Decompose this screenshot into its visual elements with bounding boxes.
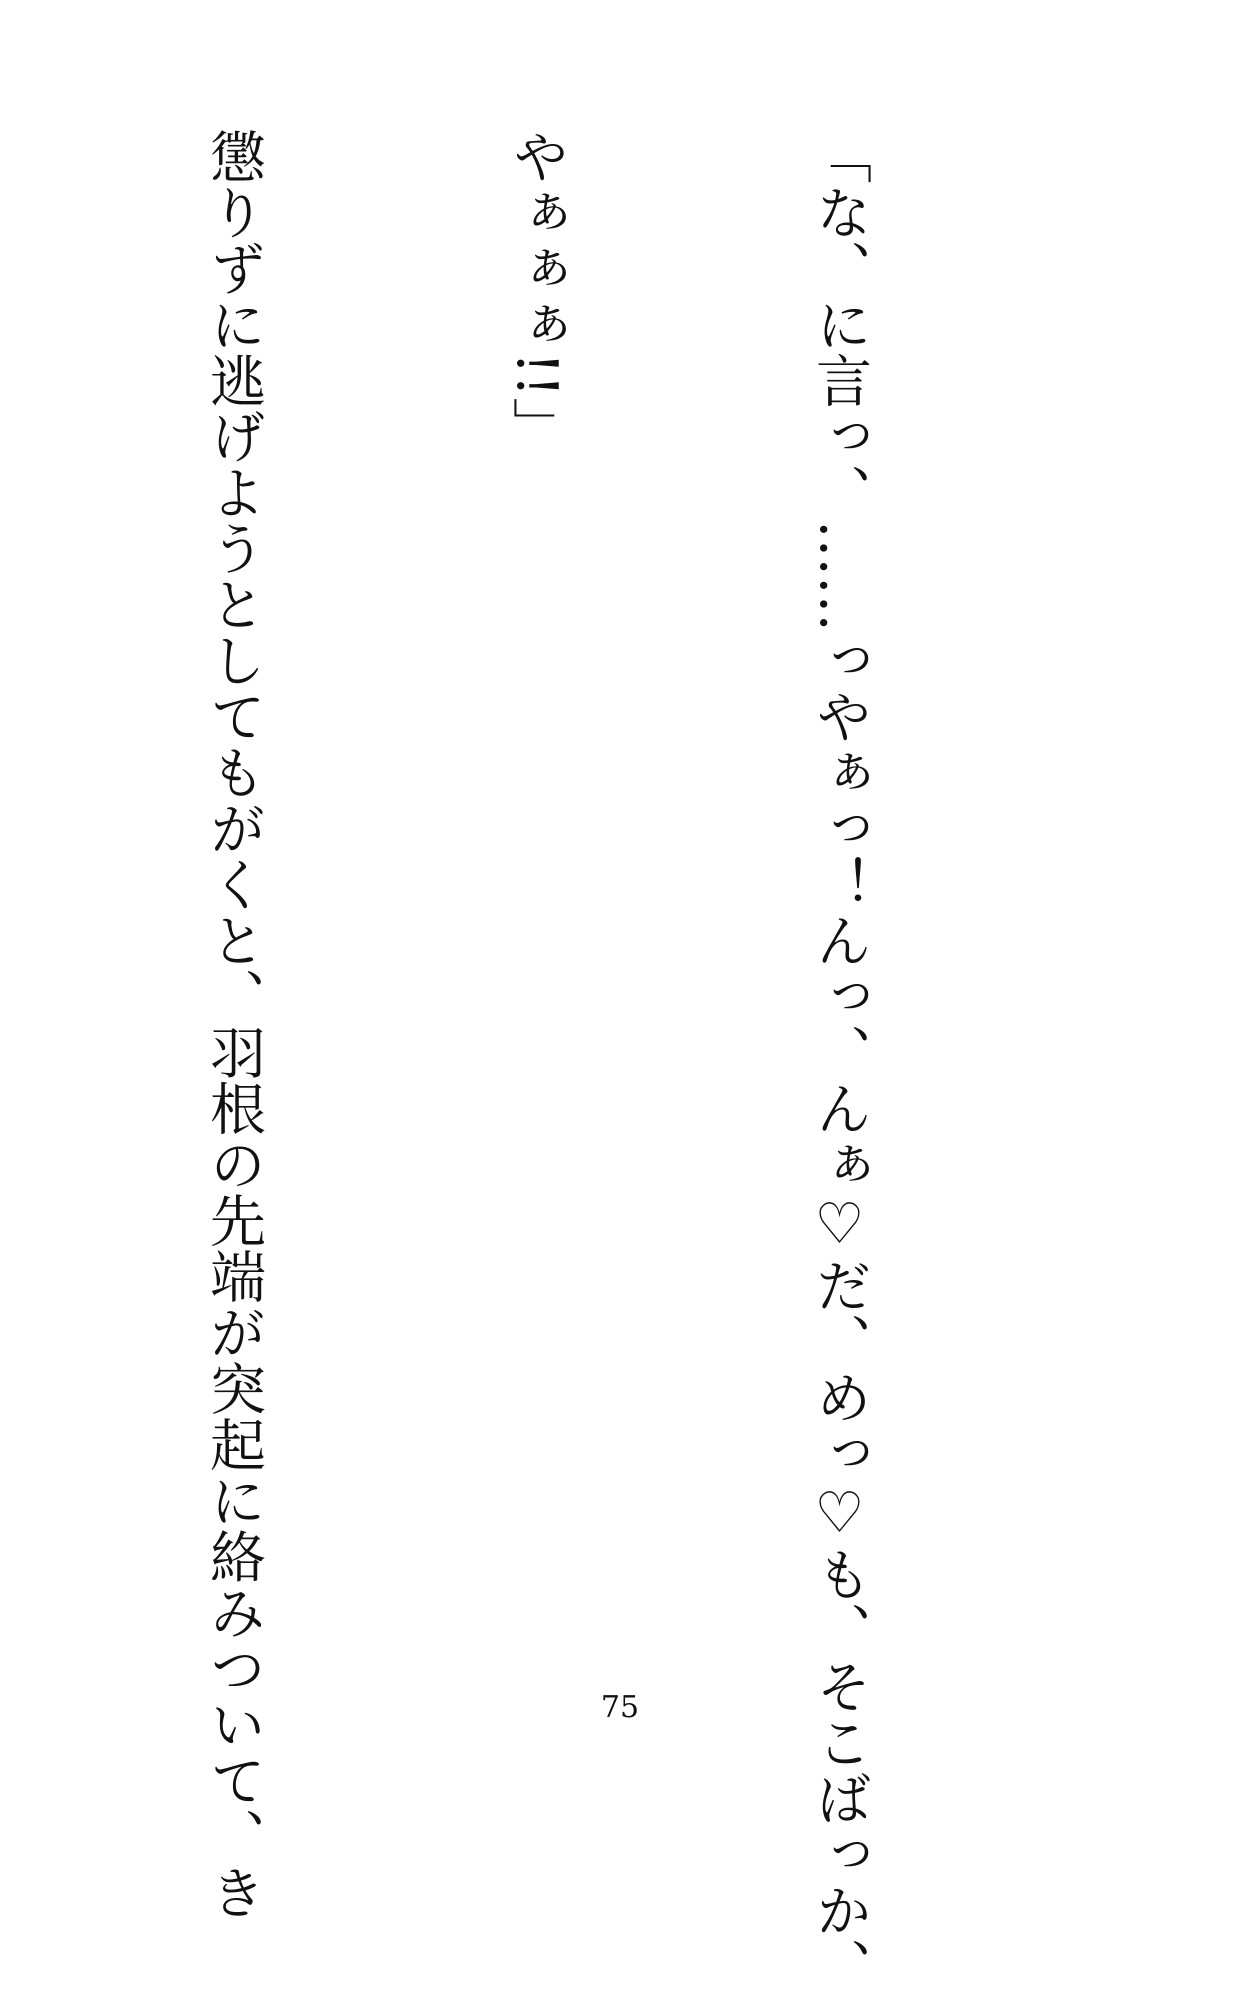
text-line: やぁぁぁ!!」 [504,128,569,454]
text-line: 懲りずに逃げようとしてもがくと、羽根の先端が突起に絡みついて、き [201,128,266,1920]
text-line: 「な、に言っ、……っやぁっ！んっ、んぁ♡だ、めっ♡も、そこばっか、 [807,128,872,1994]
page-number: 75 [600,1690,640,1725]
